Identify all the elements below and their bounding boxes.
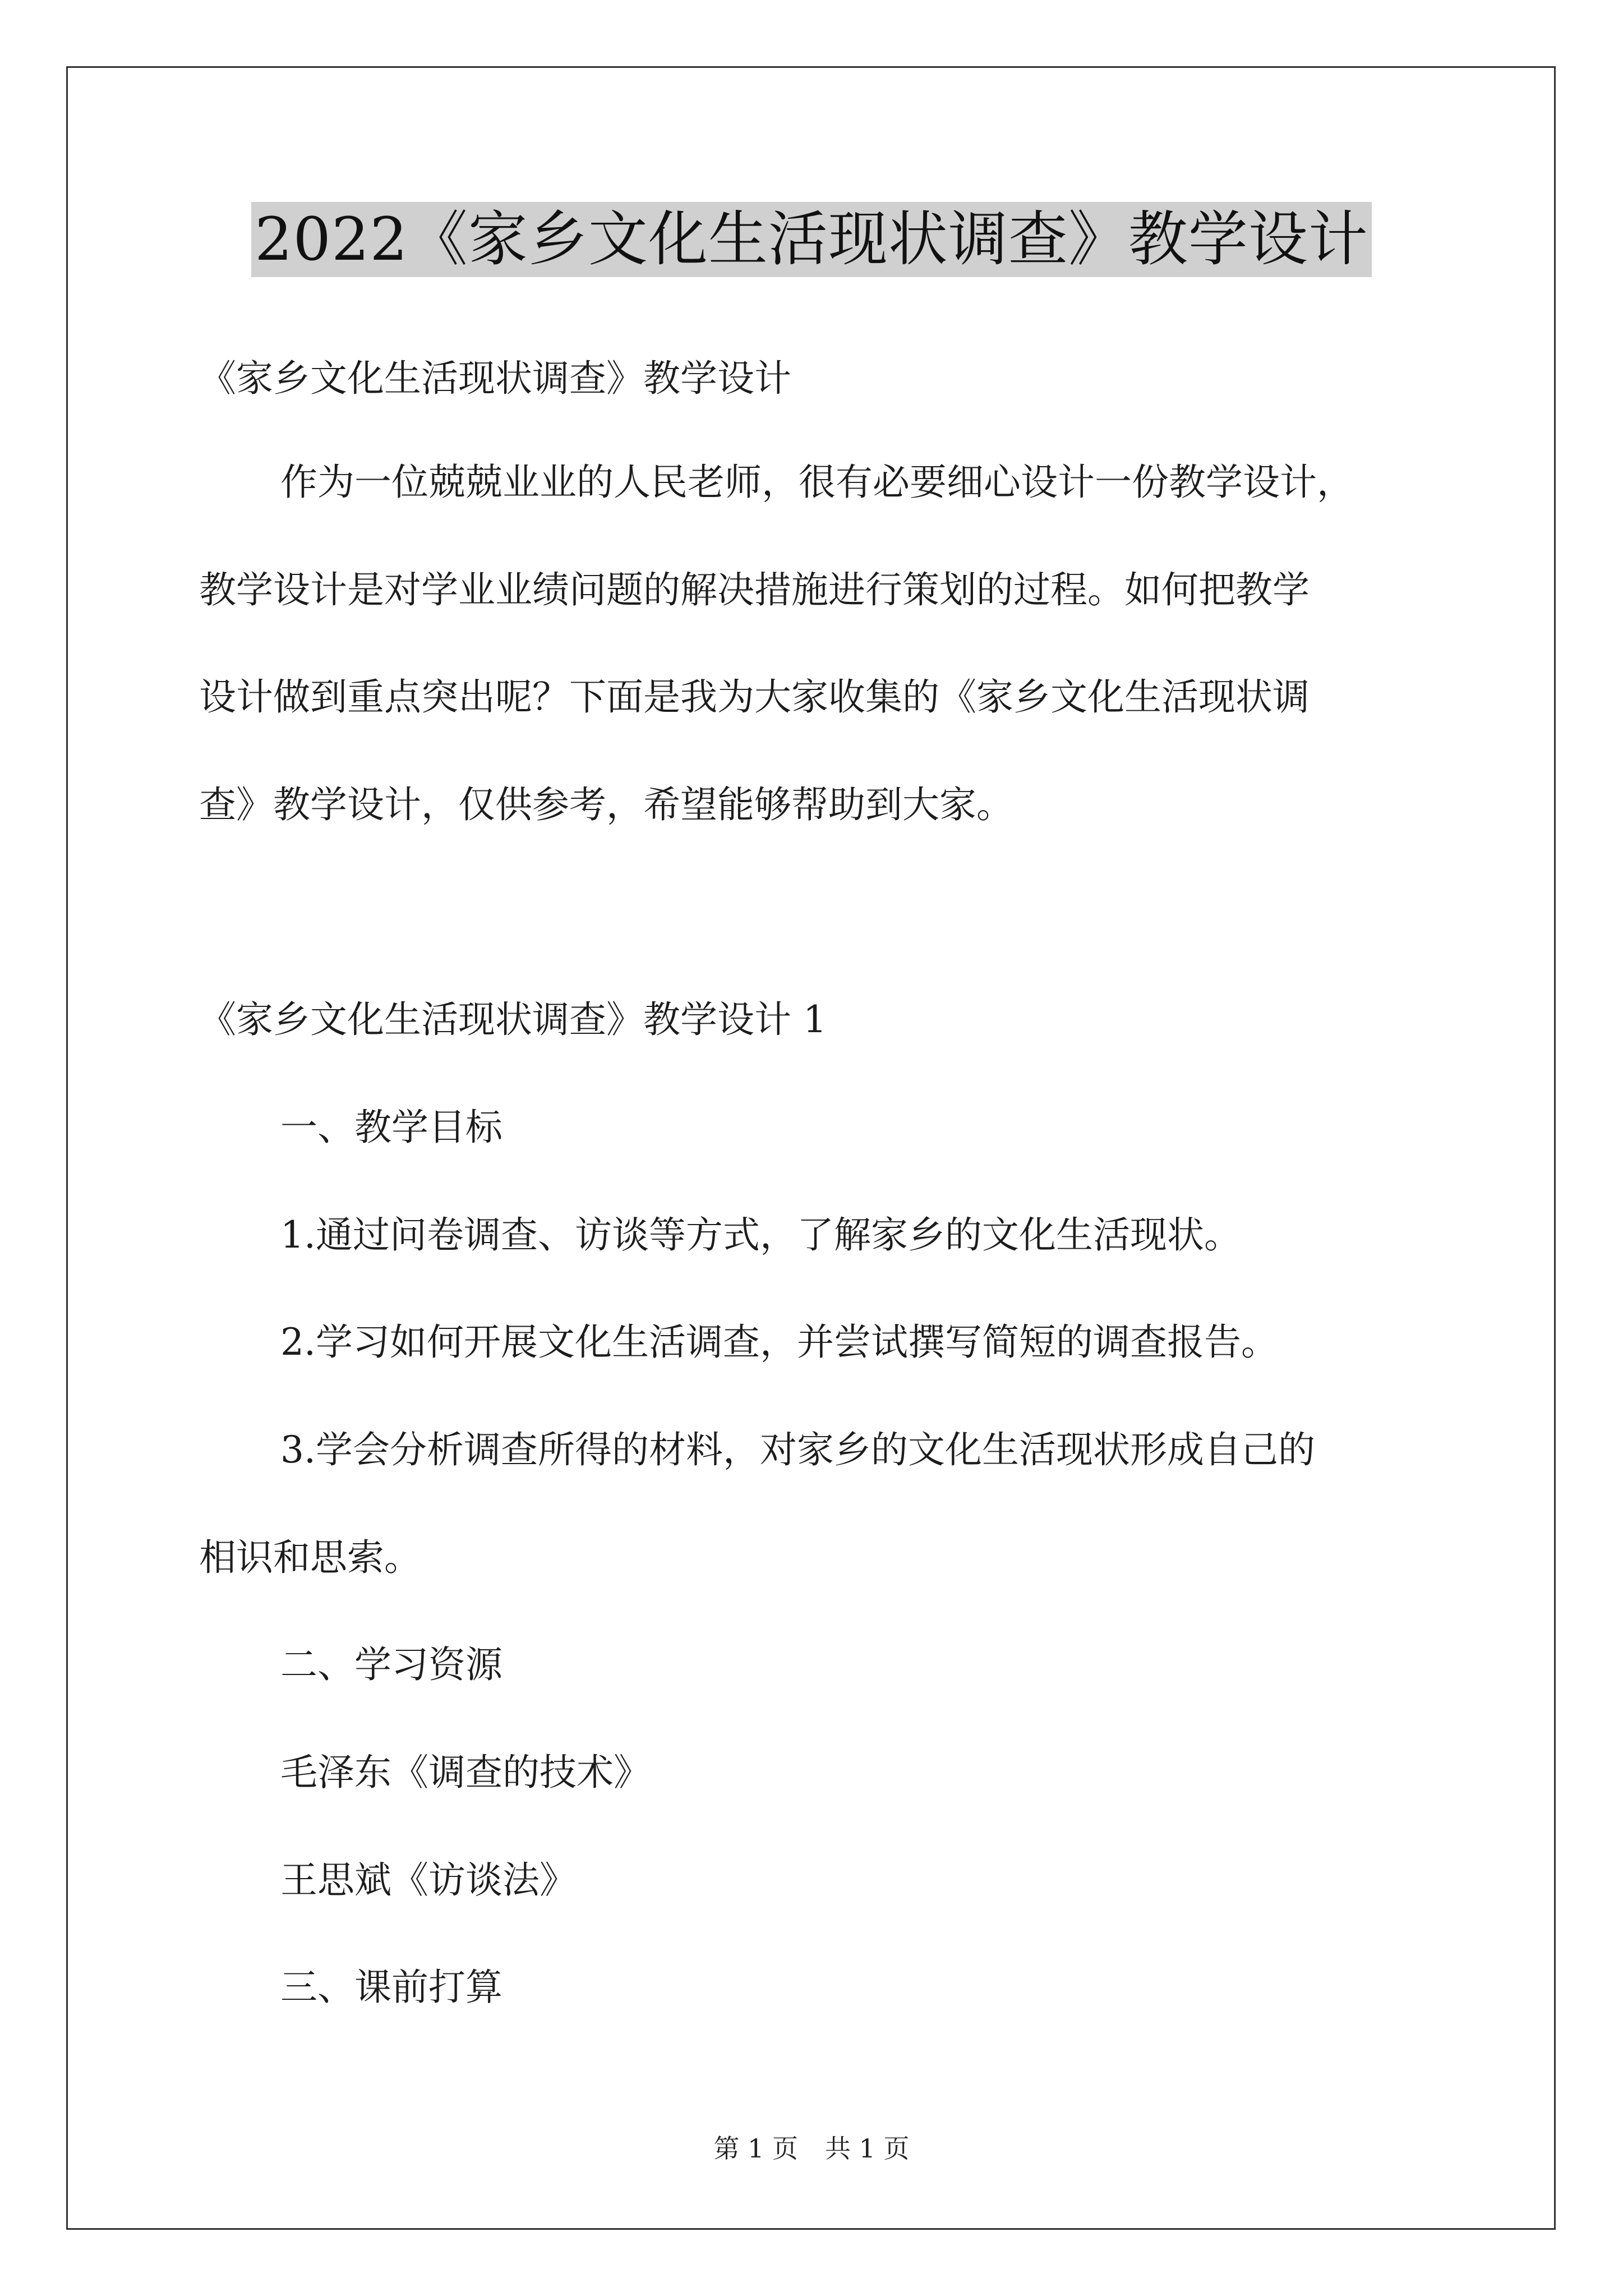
goal-item-2: 2.学习如何开展文化生活调查，并尝试撰写简短的调查报告。 (280, 1320, 1278, 1364)
intro-line-3: 设计做到重点突出呢？下面是我为大家收集的《家乡文化生活现状调 (199, 675, 1310, 719)
intro-line-4: 查》教学设计，仅供参考，希望能够帮助到大家。 (199, 783, 1013, 826)
title-container (0, 202, 1623, 277)
resource-item-2: 王思斌《访谈法》 (280, 1858, 577, 1902)
document-title: 2022《家乡文化生活现状调查》教学设计 (251, 202, 1372, 277)
document-subtitle: 《家乡文化生活现状调查》教学设计 (199, 357, 791, 400)
resource-item-1: 毛泽东《调查的技术》 (280, 1751, 651, 1794)
goal-item-3-line-2: 相识和思索。 (199, 1536, 421, 1579)
goal-item-1: 1.通过问卷调查、访谈等方式，了解家乡的文化生活现状。 (280, 1213, 1241, 1257)
page-number-total: 共 1 页 (825, 2133, 910, 2164)
heading-learning-resources: 二、学习资源 (280, 1643, 502, 1686)
intro-line-1: 作为一位兢兢业业的人民老师，很有必要细心设计一份教学设计， (280, 461, 1354, 504)
heading-teaching-goals: 一、教学目标 (280, 1106, 502, 1149)
page-number-current: 第 1 页 (713, 2133, 798, 2164)
page-footer (0, 2132, 1623, 2165)
intro-line-2: 教学设计是对学业业绩问题的解决措施进行策划的过程。如何把教学 (199, 568, 1310, 611)
heading-pre-class-prep: 三、课前打算 (280, 1966, 502, 2009)
goal-item-3-line-1: 3.学会分析调查所得的材料，对家乡的文化生活现状形成自己的 (280, 1428, 1315, 1471)
section-title: 《家乡文化生活现状调查》教学设计 1 (199, 998, 827, 1041)
